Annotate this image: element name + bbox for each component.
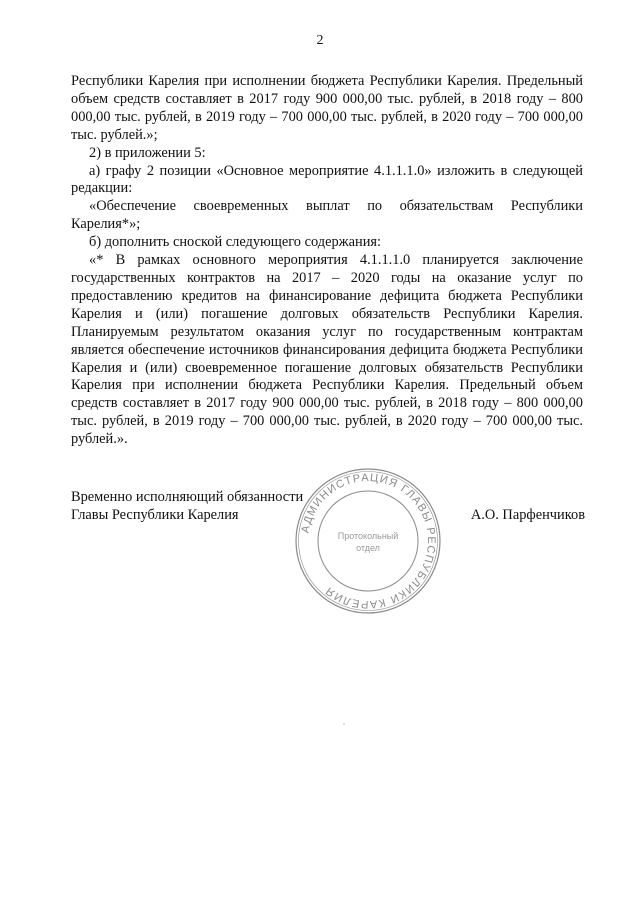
- stamp-ring-text: АДМИНИСТРАЦИЯ ГЛАВЫ РЕСПУБЛИКИ КАРЕЛИЯ: [299, 471, 438, 611]
- signature-block: [71, 471, 585, 628]
- paragraph-footnote: «* В рамках основного мероприятия 4.1.1.1.0 планируется заключение государственных контрактов на 2017 – 2020 годы на оказание услуг по предоставлению кредитов на финансирование дефицита бюджета Республики Карелия и (или) погашение долговых обязательств Республики Карелия. Планируемым результатом оказания услуг по государственным контрактам является обеспечение источников финансирования дефицита бюджета Республики Карелия и (или) своевременное погашение долговых обязательств Республики Карелия при исполнении бюджета Республики Карелия. Предельный объем средств составляет в 2017 году 900 000,00 тыс. рублей, в 2018 году – 800 000,00 тыс. рублей, в 2019 году – 700 000,00 тыс. рублей, в 2020 году – 700 000,00 тыс. рублей.».: [71, 252, 583, 448]
- signatory-name: А.О. Парфенчиков: [470, 507, 585, 523]
- signatory-position: [71, 488, 303, 524]
- stamp-center-line1: Протокольный: [337, 531, 399, 541]
- scan-speck: [343, 723, 345, 725]
- signatory-position-line2: Главы Республики Карелия: [71, 507, 239, 523]
- document-body: [71, 73, 583, 449]
- page-number: 2: [316, 33, 324, 48]
- signatory-position-line1: Временно исполняющий обязанности: [71, 489, 304, 505]
- official-stamp-icon: [293, 466, 443, 616]
- paragraph-new-wording: «Обеспечение своевременных выплат по обязательствам Республики Карелия*»;: [71, 198, 583, 233]
- paragraph-item-b: б) дополнить сноской следующего содержания:: [89, 234, 382, 251]
- svg-text:АДМИНИСТРАЦИЯ ГЛАВЫ РЕСПУБЛИКИ: [299, 472, 437, 610]
- paragraph-item-a: а) графу 2 позиции «Основное мероприятие 4.1.1.1.0» изложить в следующей редакции:: [71, 162, 583, 197]
- paragraph-appendix-5: 2) в приложении 5:: [89, 144, 206, 161]
- paragraph-continuation: Республики Карелия при исполнении бюджета Республики Карелия. Предельный объем средств составляет в 2017 году 900 000,00 тыс. рублей, в 2018 году – 800 000,00 тыс. рублей, в 2019 году – 700 000,00 тыс. рублей, в 2020 году – 700 000,00 тыс. рублей.»;: [71, 73, 583, 143]
- stamp-center-line2: отдел: [356, 543, 380, 553]
